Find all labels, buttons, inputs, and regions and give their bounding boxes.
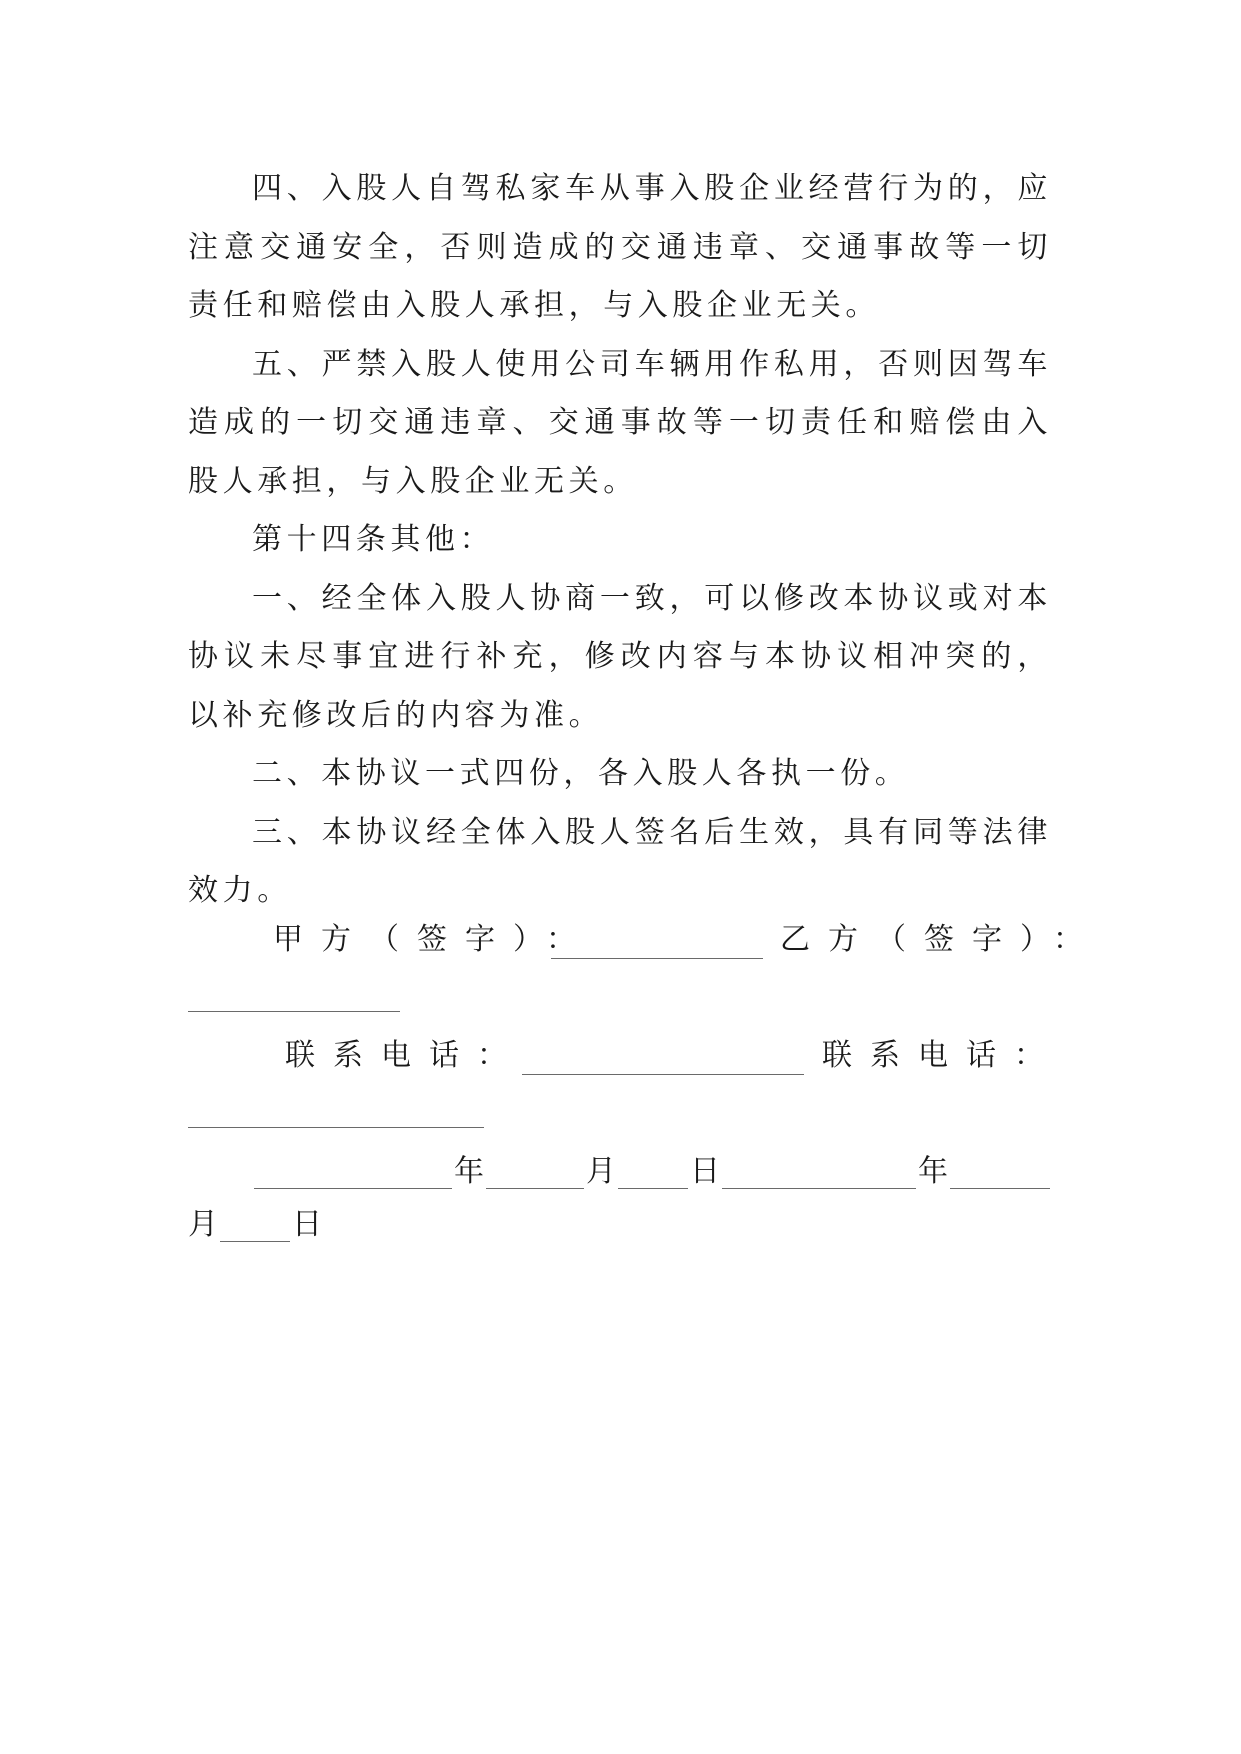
party-b-signature-blank[interactable] [188, 1011, 400, 1012]
party-a-phone-blank[interactable] [522, 1074, 804, 1075]
party-b-day-blank[interactable] [220, 1241, 290, 1242]
party-b-phone-label: 联系电话： [822, 1038, 1062, 1073]
party-a-year-blank[interactable] [254, 1188, 452, 1189]
party-b-year-label: 年 [918, 1154, 948, 1189]
clause-five: 五、严禁入股人使用公司车辆用作私用，否则因驾车造成的一切交通违章、交通事故等一切责任和赔偿由入股人承担，与入股企业无关。 [188, 346, 1052, 499]
document-page [188, 160, 1052, 921]
party-a-phone-label: 联系电话： [285, 1038, 525, 1073]
party-a-signature-label: 甲方（签字）： [273, 922, 594, 957]
party-b-signature-label: 乙方（签字）： [780, 922, 1101, 957]
party-a-month-label: 月 [586, 1154, 616, 1189]
party-a-day-blank[interactable] [618, 1188, 688, 1189]
party-a-day-label: 日 [690, 1154, 720, 1189]
party-b-day-label: 日 [292, 1207, 322, 1242]
other-clause-three: 三、本协议经全体入股人签名后生效，具有同等法律效力。 [188, 814, 1052, 908]
other-clause-one: 一、经全体入股人协商一致，可以修改本协议或对本协议未尽事宜进行补充，修改内容与本协议相冲突的，以补充修改后的内容为准。 [188, 580, 1052, 733]
party-b-phone-blank[interactable] [188, 1127, 484, 1128]
party-b-month-label: 月 [188, 1207, 218, 1242]
party-b-month-blank-a[interactable] [950, 1188, 1050, 1189]
other-clause-two: 二、本协议一式四份，各入股人各执一份。 [252, 756, 910, 791]
party-a-signature-blank[interactable] [551, 958, 763, 959]
party-a-year-label: 年 [454, 1154, 484, 1189]
party-a-month-blank[interactable] [486, 1188, 584, 1189]
party-b-year-blank[interactable] [722, 1188, 916, 1189]
article-fourteen-heading: 第十四条其他： [252, 522, 495, 557]
clause-four: 四、入股人自驾私家车从事入股企业经营行为的，应注意交通安全，否则造成的交通违章、交通事故等一切责任和赔偿由入股人承担，与入股企业无关。 [188, 171, 1052, 323]
